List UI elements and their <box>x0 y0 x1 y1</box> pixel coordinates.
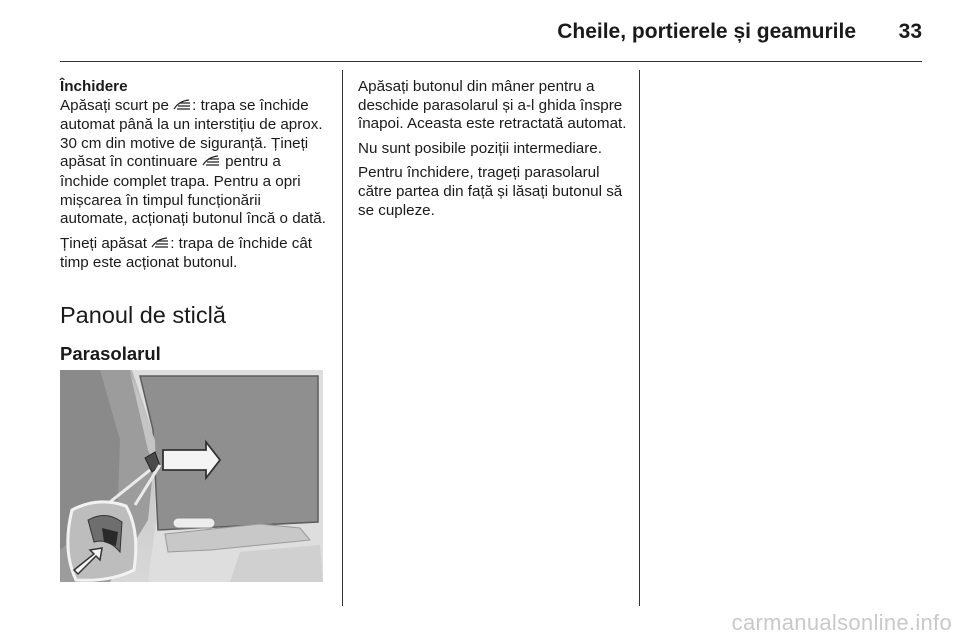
sunroof-close-icon <box>202 154 221 173</box>
sunshade-positions-paragraph: Nu sunt posibile poziții intermediare. <box>358 139 602 157</box>
sunroof-close-icon <box>151 236 170 255</box>
sunshade-close-paragraph: Pentru închidere, trageți parasolarul către partea din față și lăsați butonul să se cupleze. <box>358 164 623 219</box>
header-divider <box>60 61 922 62</box>
sunshade-illustration <box>60 370 323 582</box>
sub-section-heading: Parasolarul <box>60 343 161 364</box>
header-title: Cheile, portierele și geamurile <box>557 20 856 43</box>
column-divider-right <box>639 70 640 606</box>
sunroof-close-icon <box>173 98 192 117</box>
hold-paragraph: Țineți apăsat : trapa de închide cât timp este acționat butonul. <box>60 234 313 272</box>
section-heading: Panoul de sticlă <box>60 302 226 328</box>
closing-paragraph: Închidere Apăsați scurt pe : trapa se închide automat până la un interstițiu de aprox. 30 cm din motive de siguranță. Țineți apăsat în continuare pentru a închide complet trapa. Pentru a opri mișcarea în timpul funcționării automate, acționați butonul încă o dată. <box>60 78 326 228</box>
column-divider-left <box>342 70 343 606</box>
sunshade-open-paragraph: Apăsați butonul din mâner pentru a deschide parasolarul și a-l ghida înspre înapoi. Aceasta este retractată automat. <box>358 78 627 133</box>
page-number: 33 <box>898 20 922 43</box>
right-column <box>358 78 630 226</box>
watermark: carmanualsonline.info <box>731 610 952 635</box>
subheading-closing: Închidere <box>60 78 128 95</box>
left-column <box>60 78 330 279</box>
